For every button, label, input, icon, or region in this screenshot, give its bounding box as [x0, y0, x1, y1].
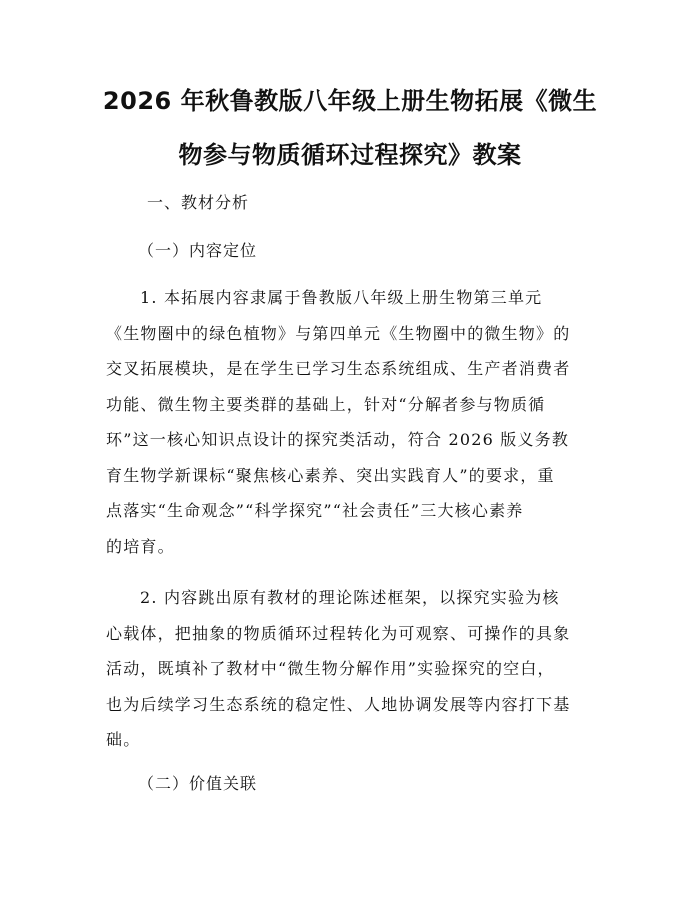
paragraph-2: [106, 580, 606, 758]
paragraph-2-line: 心载体，把抽象的物质循环过程转化为可观察、可操作的具象: [106, 623, 571, 643]
section-heading-teaching-material-analysis: 一、教材分析: [147, 193, 250, 212]
paragraph-2-line: 也为后续学习生态系统的稳定性、人地协调发展等内容打下基: [106, 694, 571, 714]
paragraph-1-line: 《生物圈中的绿色植物》与第四单元《生物圈中的微生物》的: [106, 323, 571, 343]
paragraph-2-line: 础。: [106, 730, 141, 749]
paragraph-1-line: 点落实“生命观念”“科学探究”“社会责任”三大核心素养: [106, 501, 524, 520]
subsection-heading-content-positioning: （一）内容定位: [138, 241, 258, 260]
subsection-heading-value-connection: （二）价值关联: [138, 774, 258, 793]
paragraph-1-line: 育生物学新课标“聚焦核心素养、突出实践育人”的要求，重: [106, 465, 555, 485]
paragraph-2-line: 活动，既填补了教材中“微生物分解作用”实验探究的空白，: [106, 659, 555, 678]
paragraph-1-line: 环”这一核心知识点设计的探究类活动，符合 2026 版义务教: [106, 430, 570, 449]
paragraph-1-line: 交叉拓展模块，是在学生已学习生态系统组成、生产者消费者: [106, 359, 571, 378]
paragraph-2-line: 2. 内容跳出原有教材的理论陈述框架，以探究实验为核: [140, 588, 560, 607]
paragraph-1-line: 1. 本拓展内容隶属于鲁教版八年级上册生物第三单元: [140, 288, 543, 307]
paragraph-1-line: 的培育。: [106, 536, 175, 556]
paragraph-1: [106, 280, 606, 564]
document-title-line-1: 2026 年秋鲁教版八年级上册生物拓展《微生: [102, 87, 598, 115]
document-title-line-2: 物参与物质循环过程探究》教案: [178, 141, 522, 169]
paragraph-1-line: 功能、微生物主要类群的基础上，针对“分解者参与物质循: [106, 394, 546, 414]
